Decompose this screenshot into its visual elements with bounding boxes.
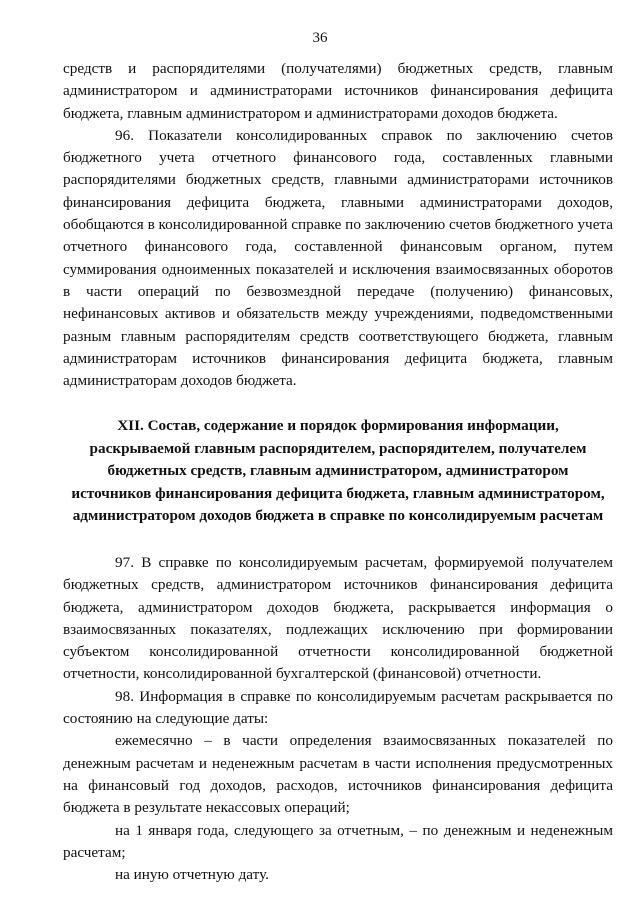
paragraph-98-other-date: на иную отчетную дату.	[115, 866, 269, 884]
paragraph-96: 96. Показатели консолидированных справок по заключению счетов бюджетного учета отчетного финансового года, составленных главными распорядителями бюджетных средств, главными администраторами источников финансирования дефицита бюджета, главными администраторами доходов, обобщаются в консолидированной справке по заключению счетов бюджетного учета отчетного финансового года, составленной финансовым органом, путем суммирования одноименных показателей и исключения взаимосвязанных оборотов в части операций по безвозмездной передаче (получению) финансовых, нефинансовых активов и обязательств между учреждениями, подведомственными разным главным распорядителям средств соответствующего бюджета, главным администраторам источников финансирования дефицита бюджета, главным администраторам доходов бюджета.	[63, 126, 613, 390]
page-number: 36	[312, 30, 328, 46]
section-heading: XII. Состав, содержание и порядок формирования информации, раскрываемой главным распорядителем, распорядителем, получателем бюджетных средств, главным администратором, администратором источников финансирования дефицита бюджета, главным администратором, администратором доходов бюджета в справке по консолидируемым расчетам	[71, 417, 605, 525]
paragraph-98-january: на 1 января года, следующего за отчетным, – по денежным и неденежным расчетам;	[63, 821, 613, 861]
paragraph-continuation: средств и распорядителями (получателями) бюджетных средств, главным администратором и администраторами источников финансирования дефицита бюджета, главным администратором и администраторами доходов бюджета.	[63, 60, 613, 122]
paragraph-98: 98. Информация в справке по консолидируемым расчетам раскрывается по состоянию на следующие даты:	[63, 687, 613, 728]
page-body	[63, 58, 613, 886]
paragraph-98-monthly: ежемесячно – в части определения взаимосвязанных показателей по денежным расчетам и неденежным расчетам в части исполнения предусмотренных на финансовый год доходов, расходов, источников финансирования дефицита бюджета в результате некассовых операций;	[63, 732, 613, 817]
paragraph-97: 97. В справке по консолидируемым расчетам, формируемой получателем бюджетных средств, администратором источников финансирования дефицита бюджета, администратором доходов бюджета, раскрывается информация о взаимосвязанных показателях, подлежащих исключению при формировании субъектом консолидированной отчетности консолидированной бюджетной отчетности, консолидированной бухгалтерской (финансовой) отчетности.	[63, 553, 613, 683]
